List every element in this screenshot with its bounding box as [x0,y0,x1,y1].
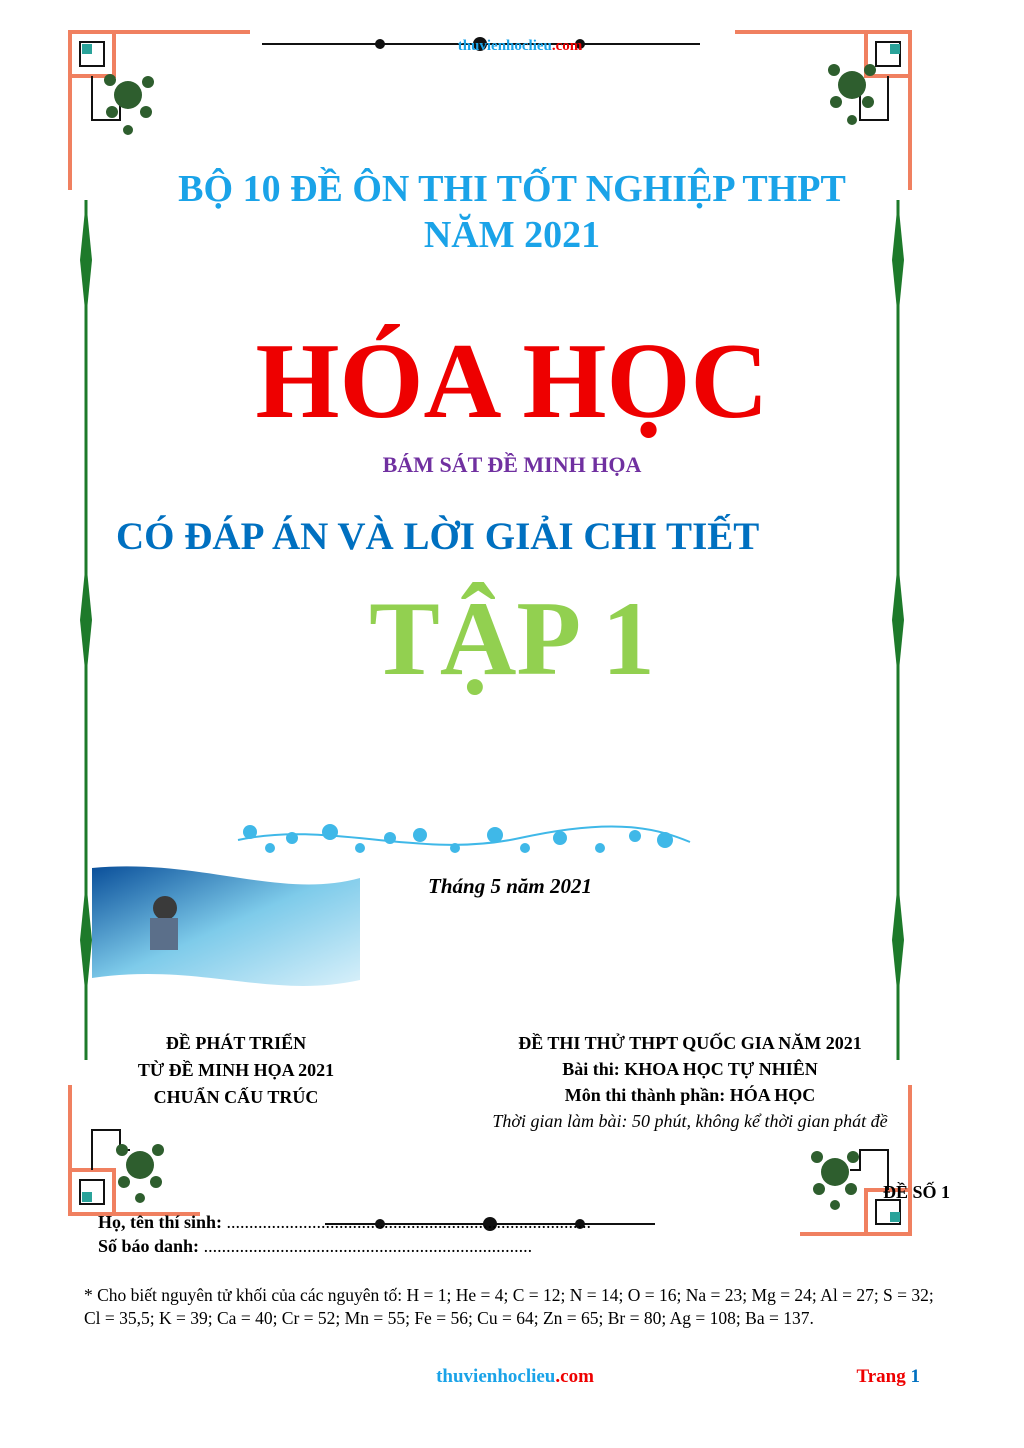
candidate-id-label: Số báo danh: [98,1236,200,1256]
candidate-name-field[interactable]: ................................................................................. [226,1212,592,1232]
snowflake-garland-icon [238,824,690,853]
tagline: BÁM SÁT ĐỀ MINH HỌA [382,452,642,477]
page-label: Trang [856,1366,906,1387]
footer-site[interactable] [380,1366,650,1388]
page-title-line1: BỘ 10 ĐỀ ÔN THI TỐT NGHIỆP THPT [178,168,846,210]
atomic-masses-note: * Cho biết nguyên tử khối của các nguyên tố: H = 1; He = 4; C = 12; N = 14; O = 16; Na = 23; Mg = 24; Al = 27; S = 32; Cl = 35,5; K = 39; Ca = 40; Cr = 52; Mn = 55; Fe = 56; Cu = 64; Zn = 65; Br = 80; Ag = 108; Ba = 137. [84,1285,934,1328]
footer-page [856,1366,920,1388]
exam-origin-block [96,1030,376,1111]
volume-title: TẬP 1 [369,580,655,697]
snowflake-cluster-icon [116,1144,164,1203]
exam-code: ĐỀ SỐ 1 [882,1182,950,1202]
page-title-line2: NĂM 2021 [423,214,601,256]
header-site-name: thuvienhoclieu [457,38,552,54]
origin-line: ĐỀ PHÁT TRIỂN [165,1033,307,1053]
candidate-id-field[interactable]: ......................................................................... [203,1236,533,1256]
candidate-name-row [98,1212,898,1233]
exam-subject: Môn thi thành phần: HÓA HỌC [564,1085,816,1105]
origin-line: CHUẨN CẤU TRÚC [153,1087,319,1107]
footer-site-tld: .com [555,1366,594,1387]
exam-section: Bài thi: KHOA HỌC TỰ NHIÊN [562,1059,818,1079]
header-watermark [420,38,620,55]
origin-line: TỪ ĐỀ MINH HỌA 2021 [137,1060,335,1080]
header-site-tld: .com [551,38,583,54]
exam-name: ĐỀ THI THỬ THPT QUỐC GIA NĂM 2021 [518,1033,862,1053]
snowflake-cluster-icon [828,64,876,125]
exam-duration: Thời gian làm bài: 50 phút, không kể thời gian phát đề [492,1111,888,1131]
snowflake-cluster-icon [104,74,154,135]
candidate-name-label: Họ, tên thí sinh: [98,1212,223,1232]
answers-heading: CÓ ĐÁP ÁN VÀ LỜI GIẢI CHI TIẾT [116,515,760,558]
publication-date: Tháng 5 năm 2021 [428,874,592,898]
candidate-id-row [98,1236,898,1257]
page-number: 1 [910,1366,920,1387]
exam-info-block [430,1030,950,1134]
snowflake-cluster-icon [811,1151,859,1210]
footer-site-name: thuvienhoclieu [436,1366,556,1387]
subject-title: HÓA HỌC [255,322,769,441]
